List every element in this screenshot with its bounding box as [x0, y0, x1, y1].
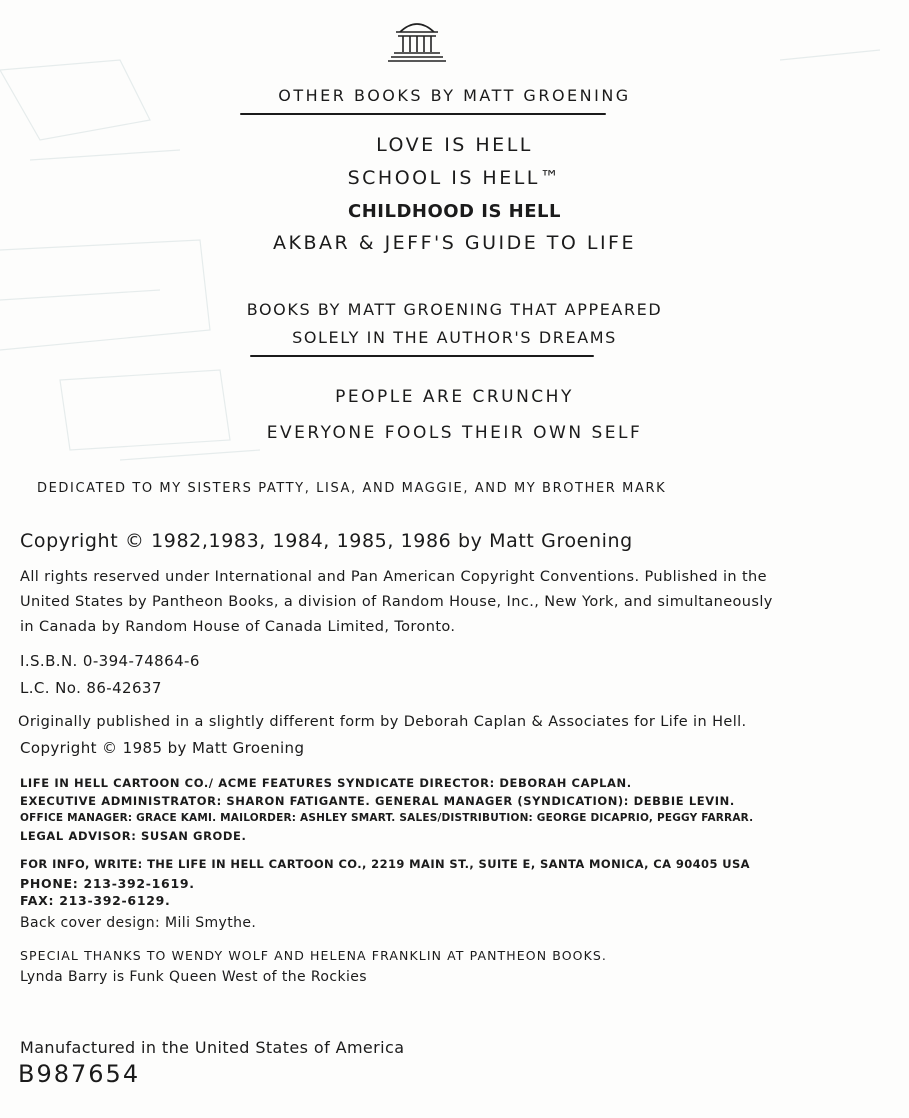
book-title-school-is-hell: SCHOOL IS HELL™ [347, 167, 562, 189]
dedication: DEDICATED TO MY SISTERS PATTY, LISA, AND MAGGIE, AND MY BROTHER MARK [37, 481, 667, 496]
copyright-line: Copyright © 1982,1983, 1984, 1985, 1986 by Matt Groening [20, 530, 633, 552]
lc-number: L.C. No. 86-42637 [20, 679, 162, 697]
dream-books-heading-line1: BOOKS BY MATT GROENING THAT APPEARED [246, 300, 663, 319]
other-books-underline [240, 113, 606, 115]
staff-line-3: OFFICE MANAGER: GRACE KAMI. MAILORDER: ASHLEY SMART. SALES/DISTRIBUTION: GEORGE DICAPRIO, PEGGY FARRAR. [20, 812, 754, 824]
staff-line-4: LEGAL ADVISOR: SUSAN GRODE. [20, 829, 247, 843]
isbn: I.S.B.N. 0-394-74864-6 [20, 652, 200, 670]
dream-book-everyone-fools: EVERYONE FOOLS THEIR OWN SELF [266, 423, 643, 443]
contact-fax: FAX: 213-392-6129. [20, 893, 171, 908]
pantheon-logo-icon [386, 14, 448, 64]
rights-line-2: United States by Pantheon Books, a division of Random House, Inc., New York, and simultaneously [20, 594, 773, 610]
book-title-childhood-is-hell: CHILDHOOD IS HELL [348, 201, 561, 222]
book-title-akbar-jeff: AKBAR & JEFF'S GUIDE TO LIFE [272, 232, 636, 254]
lynda-barry-note: Lynda Barry is Funk Queen West of the Rockies [20, 969, 367, 985]
contact-write: FOR INFO, WRITE: THE LIFE IN HELL CARTOON CO., 2219 MAIN ST., SUITE E, SANTA MONICA, CA 90405 USA [20, 857, 750, 871]
serial-number: B987654 [18, 1060, 141, 1088]
rights-line-3: in Canada by Random House of Canada Limited, Toronto. [20, 619, 456, 635]
dream-books-heading-line2: SOLELY IN THE AUTHOR'S DREAMS [292, 328, 617, 347]
original-publication: Originally published in a slightly different form by Deborah Caplan & Associates for Life in Hell. [18, 714, 747, 730]
book-title-love-is-hell: LOVE IS HELL [376, 134, 533, 156]
special-thanks: SPECIAL THANKS TO WENDY WOLF AND HELENA FRANKLIN AT PANTHEON BOOKS. [20, 948, 607, 963]
manufactured-line: Manufactured in the United States of America [20, 1038, 405, 1057]
staff-line-2: EXECUTIVE ADMINISTRATOR: SHARON FATIGANTE. GENERAL MANAGER (SYNDICATION): DEBBIE LEVIN. [20, 794, 735, 808]
dream-books-underline [250, 355, 594, 357]
dream-book-people-are-crunchy: PEOPLE ARE CRUNCHY [335, 387, 574, 407]
staff-line-1: LIFE IN HELL CARTOON CO./ ACME FEATURES SYNDICATE DIRECTOR: DEBORAH CAPLAN. [20, 776, 632, 790]
other-books-heading: OTHER BOOKS BY MATT GROENING [278, 86, 631, 105]
contact-phone: PHONE: 213-392-1619. [20, 876, 195, 891]
original-copyright: Copyright © 1985 by Matt Groening [20, 739, 305, 757]
cover-design: Back cover design: Mili Smythe. [20, 915, 257, 931]
rights-line-1: All rights reserved under International and Pan American Copyright Conventions. Published in the [20, 569, 767, 585]
